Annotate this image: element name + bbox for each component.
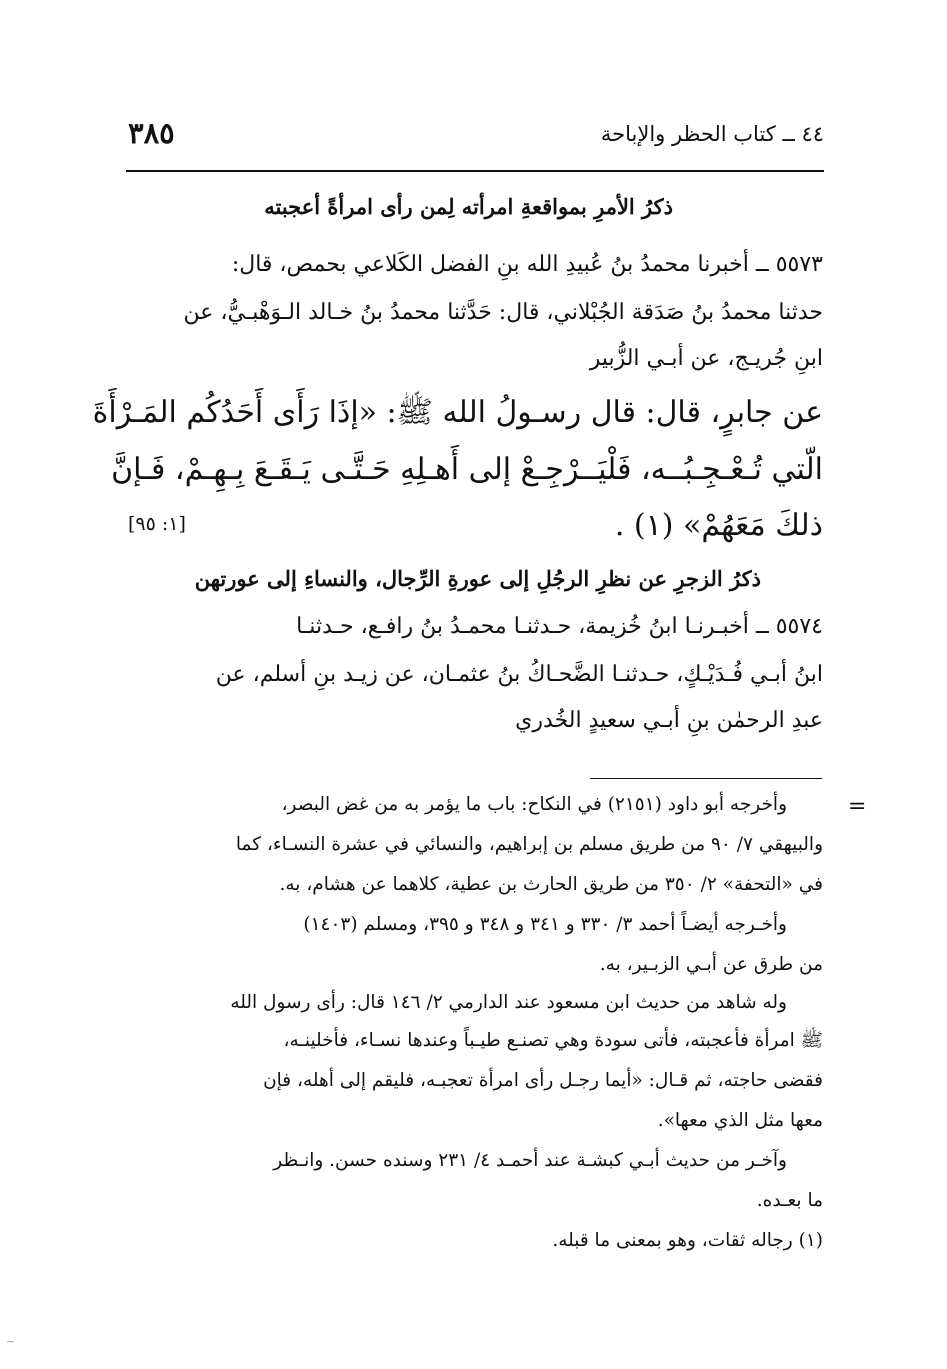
page-number: ٣٨٥: [128, 116, 175, 150]
hadith-5574-line-1: ٥٥٧٤ ــ أخبـرنـا ابنُ خُزيمة، حـدثنـا محمـدُ بنُ رافـع، حـدثنـا: [296, 614, 823, 639]
footnote-line-10: وآخـر من حديث أبـي كبشـة عند أحمـد ٤/ ٢٣١ وسنده حسن. وانـظر: [273, 1150, 787, 1171]
scan-edge-mark: ~: [6, 1335, 16, 1348]
hadith-5573-reference: [١: ٩٥]: [128, 513, 186, 535]
footnote-divider: [590, 778, 822, 779]
hadith-5573-line-3: ابنِ جُريـج، عن أبـي الزُّبير: [589, 346, 823, 371]
running-title: ٤٤ ــ كتاب الحظر والإباحة: [600, 122, 824, 146]
footnote-line-12: (١) رجاله ثقات، وهو بمعنى ما قبله.: [552, 1230, 823, 1251]
page-header: [128, 116, 824, 162]
header-divider: [126, 170, 824, 172]
hadith-5573-matn-line-1: عن جابرٍ، قال: قال رسـولُ الله ﷺ: «إذَا رَأَى أَحَدُكُم المَـرْأَةَ: [92, 395, 823, 430]
footnote-line-5: من طرق عن أبـي الزبـير، به.: [599, 954, 823, 975]
footnote-line-11: ما بعـده.: [756, 1190, 823, 1211]
section-heading-2: ذكرُ الزجرِ عن نظرِ الرجُلِ إلى عورةِ الرِّجال، والنساءِ إلى عورتهن: [194, 566, 761, 591]
footnote-line-3: في «التحفة» ٢/ ٣٥٠ من طريق الحارث بن عطية، كلاهما عن هشام، به.: [279, 874, 823, 895]
hadith-5573-line-2: حدثنا محمدُ بنُ صَدَقة الجُبْلاني، قال: حَدَّثنا محمدُ بنُ خـالد الـوَهْبـيُّ، عن: [183, 300, 823, 325]
footnote-line-1: وأخرجه أبو داود (٢١٥١) في النكاح: باب ما يؤمر به من غض البصر،: [281, 794, 787, 815]
continuation-mark: =: [848, 794, 867, 819]
footnote-line-2: والبيهقي ٧/ ٩٠ من طريق مسلم بن إبراهيم، والنسائي في عشرة النسـاء، كما: [235, 834, 823, 855]
footnote-line-9: معها مثل الذي معها».: [657, 1110, 823, 1131]
section-heading-1: ذكرُ الأمرِ بمواقعةِ امرأته لِمن رأى امرأةً أعجبته: [264, 194, 673, 219]
hadith-5573-matn-line-3: ذلكَ مَعَهُمْ» (١) .: [614, 508, 823, 543]
footnote-line-8: فقضى حاجته، ثم قـال: «أيما رجـل رأى امرأة تعجبـه، فليقم إلى أهله، فإن: [263, 1070, 823, 1091]
hadith-5573-line-1: ٥٥٧٣ ــ أخبرنا محمدُ بنُ عُبيدِ الله بنِ الفضل الكَلاعي بحمص، قال:: [231, 252, 823, 277]
footnote-line-7: ﷺ امرأة فأعجبته، فأتى سودة وهي تصنـع طيـباً وعندها نسـاء، فأخلينـه،: [283, 1030, 823, 1051]
hadith-5573-matn-line-2: الّتي تُـعْـجِـبُــه، فَلْيَــرْجِـعْ إلى أَهـلِهِ حَـتَّـى يَـقَـعَ بِـهِـمْ، فَـإنَّ: [111, 452, 823, 487]
hadith-5574-line-2: ابنُ أبـي فُـدَيْـكٍ، حـدثنـا الضَّحـاكُ بنُ عثمـان، عن زيـد بنِ أسلم، عن: [215, 662, 823, 687]
footnote-line-6: وله شاهد من حديث ابن مسعود عند الدارمي ٢/ ١٤٦ قال: رأى رسول الله: [230, 992, 787, 1013]
footnote-line-4: وأخـرجه أيضـاً أحمد ٣/ ٣٣٠ و ٣٤١ و ٣٤٨ و ٣٩٥، ومسلم (١٤٠٣): [303, 914, 787, 935]
hadith-5574-line-3: عبدِ الرحمٰن بنِ أبـي سعيدٍ الخُدري: [515, 708, 823, 733]
